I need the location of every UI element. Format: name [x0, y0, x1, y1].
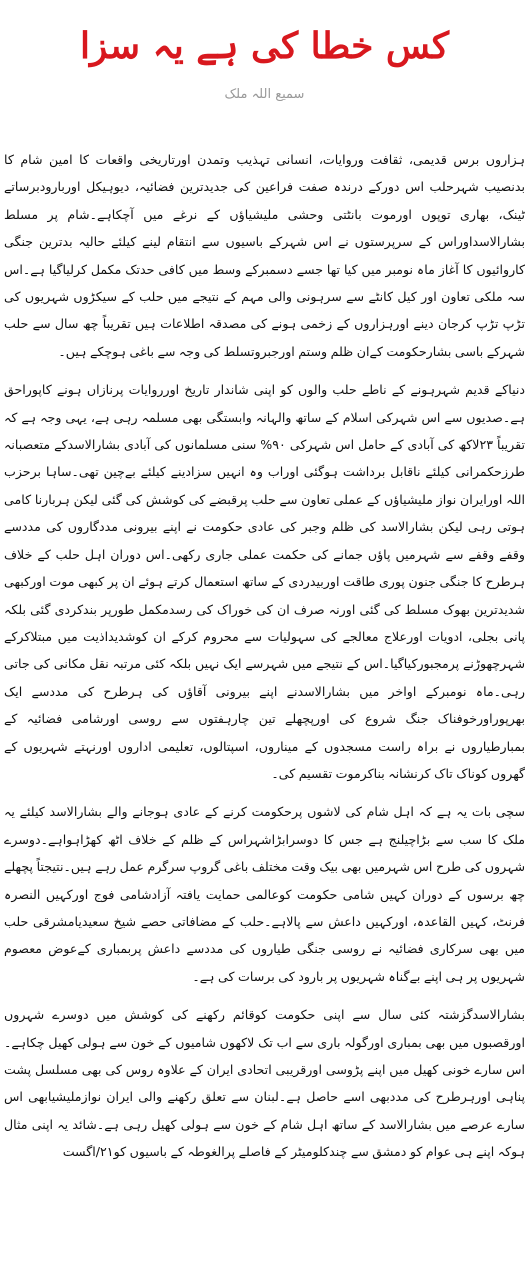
article-paragraph: بشارالاسدگزشتہ کئی سال سے اپنی حکومت کوقائم رکھنے کی کوشش میں دوسرے شہروں اورقصبوں میں بھی بمباری اورگولہ باری سے اب تک لاکھوں شامیوں کے خون سے ہولی کھیل چکاہے۔اس سارے خونی کھیل میں اپنے پڑوسی اورقریبی اتحادی ایران کے علاوہ روس کی بھی مسلسل پشت پناہی اورہرطرح کی مددبھی اسے حاصل ہے۔لبنان سے تعلق رکھنے والی ایران نوازملیشیابھی اس سارے عرصے میں بشارالاسد کے ساتھ اہل شام کے خون سے ہولی کھیل رہی ہے۔شائد یہ اپنی مثال ہوکہ اپنے ہی عوام کو دمشق سے چندکلومیٹر کے فاصلے پرالغوطہ کے باسیوں کو۲۱/اگست: [4, 1007, 525, 1160]
article-title: کس خطا کی ہے یہ سزا: [80, 25, 449, 67]
article-paragraph: دنیاکے قدیم شہرہونے کے ناطے حلب والوں کو اپنی شاندار تاریخ اورروایات پرنازاں ہونے کاپوراحق ہے۔صدیوں سے اس شہرکی اسلام کے ساتھ والہانہ وابستگی بھی مسلمہ رہی ہے، یہی وجہ ہے کہ تقریباً ۲۳لاکھ کی آبادی کے حامل اس شہرکی ۹۰% سنی مسلمانوں کی آبادی بشارالاسدکے متعصبانہ طرزحکمرانی کیلئے ناقابل برداشت ہوگئی اوراب وہ انہیں سزادینے کیلئے بےچین تھی۔ساہا برحزب اللہ اورایران نواز ملیشیاؤں کے عملی تعاون سے حلب پرقبضے کی کوشش کی گئی لیکن ہربارنا کامی ہوتی رہی لیکن بشارالاسد کی ظلم وجبر کی عادی حکومت نے اپنے بیرونی مددگاروں کی مددسے وقفے وقفے سے شہرمیں پاؤں جمانے کی حکمت عملی جاری رکھی۔اس دوران اہل حلب کے خلاف ہرطرح کا جنگی جنون پوری طاقت اوربیدردی کے ساتھ استعمال کرتے ہوئے ان پر کبھی موت اورکبھی شدیدترین بھوک مسلط کی گئی اورنہ صرف ان کی خوراک کی رسدمکمل طورپر بندکردی گئی بلکہ پانی بجلی، ادویات اورعلاج معالجے کی سہولیات سے محروم کرکے ان کوشدیداذیت میں مبتلاکرکے شہرچھوڑنے پرمجبورکیاگیا۔اس کے نتیجے میں شہرسے ایک نہیں بلکہ کئی مرتبہ نقل مکانی کی جاتی رہی۔ماہ نومبرکے اواخر میں بشارالاسدنے اپنے بیرونی آقاؤں کی ہرطرح کی مددسے ایک بھرپوراورخوفناک جنگ شروع کی اورپچھلے تین چارہفتوں سے روسی اورشامی فضائیہ کے بمبارطیاروں نے براہ راست مسجدوں کے میناروں، اسپتالوں، تعلیمی اداروں اورنہتے شہریوں کے گھروں کوناک تاک کرنشانہ بناکرموت تقسیم کی۔: [4, 382, 525, 781]
article-paragraph: سچی بات یہ ہے کہ اہل شام کی لاشوں پرحکومت کرنے کے عادی ہوجانے والے بشارالاسد کیلئے یہ ملک کا سب سے بڑاچیلنج ہے جس کا دوسرابڑاشہراس کے ظلم کے خلاف اٹھ کھڑاہواہے۔دوسرے شہروں کی طرح اس شہرمیں بھی بیک وقت مختلف باغی گروپ سرگرم عمل رہے ہیں۔نتیجتاً پچھلے چھ برسوں کے دوران کہیں شامی حکومت کوعالمی حمایت یافتہ آزادشامی فوج اورکہیں النصرہ فرنٹ، کہیں القاعدہ، اورکہیں داعش سے پالاہے۔حلب کے مضافاتی حصے شیخ سعیدیامشرقی حلب میں بھی سرکاری فضائیہ نے روسی جنگی طیاروں کی مددسے داعش پربمباری کےعوض معصوم شہریوں پر ہی اپنے بےگناہ شہریوں پر بارود کی برسات کی ہے۔: [4, 804, 525, 984]
author-byline: سمیع اللہ ملک: [224, 87, 305, 102]
article-body: [4, 146, 525, 1166]
article-page: [0, 24, 529, 1282]
article-paragraph: ہزاروں برس قدیمی، ثقافت وروایات، انسانی تہذیب وتمدن اورتاریخی واقعات کا امین شام کا بدنصیب شہرحلب اس دورکے درندہ صفت فراعین کی جدیدترین فضائیہ، دیوہیکل اوربارودبرساتے ٹینک، بھاری توپوں اورموت بانٹتی وحشی ملیشیاؤں کے نرغے میں آچکاہے۔شام پر مسلط بشارالاسداوراس کے سرپرستوں نے اس شہرکے باسیوں سے انتقام لینے کیلئے حالیہ بدترین جنگی کاروائیوں کا آغاز ماہ نومبر میں کیا تھا جسے دسمبرکے وسط میں کافی حدتک مکمل کرلیاگیا ہے۔اس سہ ملکی تعاون اور کیل کانٹے سے سرہونی والی مہم کے نتیجے میں حلب کے سیکڑوں شہریوں کی تڑپ تڑپ کرجان دینے اورہزاروں کے زخمی ہونے کی مصدقہ اطلاعات ہیں تقریباً چھ سال سے حلب شہرکے باسی بشارحکومت کےان ظلم وستم اورجبروتسلط کی وجہ سے باغی ہوچکے ہیں۔: [4, 152, 525, 359]
